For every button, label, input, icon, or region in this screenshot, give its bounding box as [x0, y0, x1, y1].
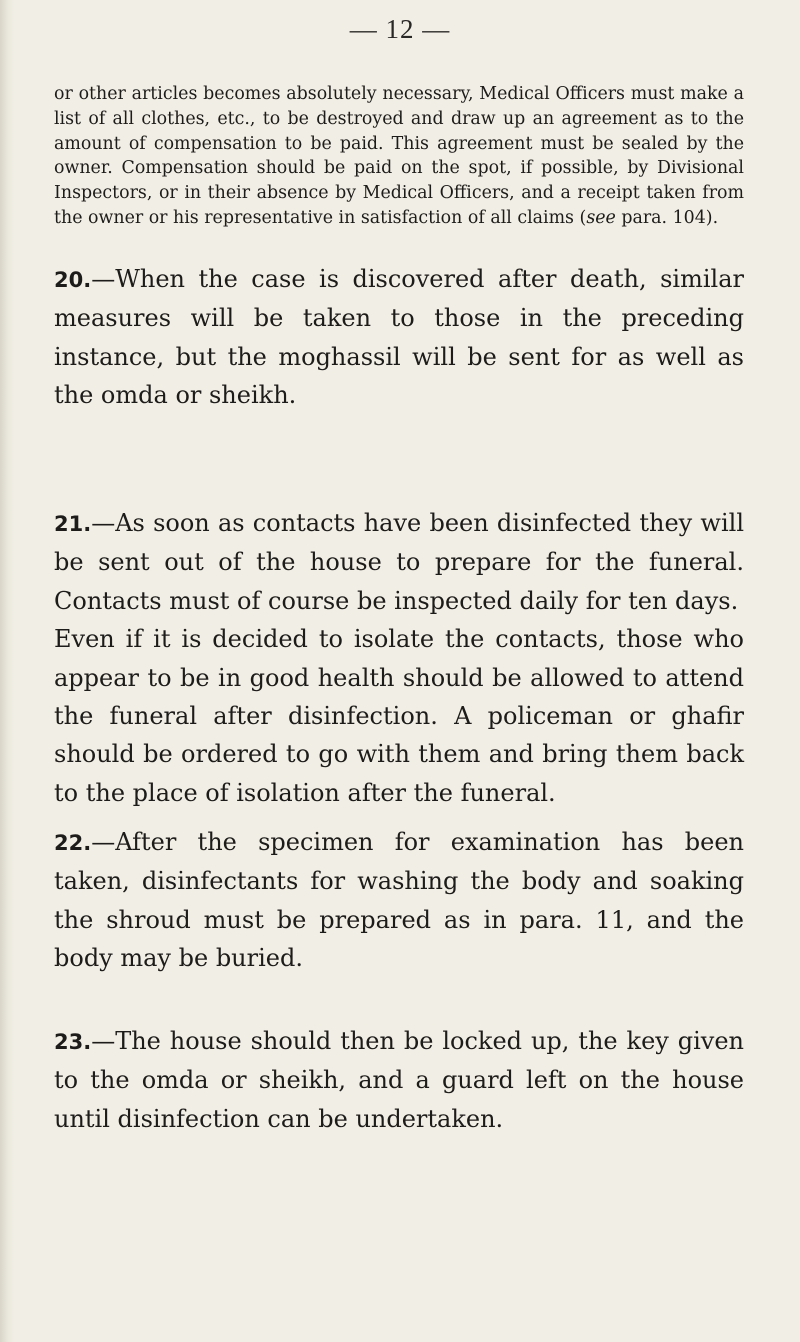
paragraph-text: —When the case is discovered after death, similar measures will be taken to those in the preceding instance, but the moghassil will be sent for as well as the omda or sheikh. [54, 265, 744, 410]
paragraph-21-main [54, 504, 744, 620]
paragraph-number: 21. [54, 512, 92, 536]
page-binding-edge [0, 0, 14, 1342]
paragraph-22 [54, 823, 744, 978]
page-number: — 12 — [349, 14, 451, 44]
lead-text-end: para. 104). [615, 207, 719, 228]
paragraph-21-continuation: Even if it is decided to isolate the contacts, those who appear to be in good health should be allowed to attend the funeral after disinfection. A policeman or ghafir should be ordered to go with them and bring them back to the place of isolation after the funeral. [54, 625, 744, 807]
paragraph-text: —After the specimen for examination has been taken, disinfectants for washing the body and soaking the shroud must be prepared as in para. 11, and the body may be buried. [54, 828, 744, 973]
paragraph-number: 22. [54, 831, 92, 855]
lead-reference-italic: see [586, 207, 616, 228]
lead-text-start: or other articles becomes absolutely necessary, Medical Officers must make a list of all clothes, etc., to be destroyed and draw up an agreement as to the amount of compensation to be paid. This agreement must be sealed by the owner. Compensation should be paid on the spot, if possible, by Divisional Inspectors, or in their absence by Medical Officers, and a receipt taken from the owner or his representative in satisfaction of all claims ( [54, 84, 744, 228]
paragraph-23 [54, 1022, 744, 1138]
lead-paragraph [54, 82, 744, 231]
paragraph-text: —The house should then be locked up, the key given to the omda or sheikh, and a guard left on the house until disinfection can be undertaken. [54, 1027, 744, 1133]
paragraph-21 [54, 504, 744, 812]
paragraph-number: 23. [54, 1030, 92, 1054]
paragraph-text: —As soon as contacts have been disinfected they will be sent out of the house to prepare for the funeral. Contacts must of course be inspected daily for ten days. [54, 509, 744, 615]
paragraph-20 [54, 260, 744, 415]
paragraph-number: 20. [54, 268, 92, 292]
